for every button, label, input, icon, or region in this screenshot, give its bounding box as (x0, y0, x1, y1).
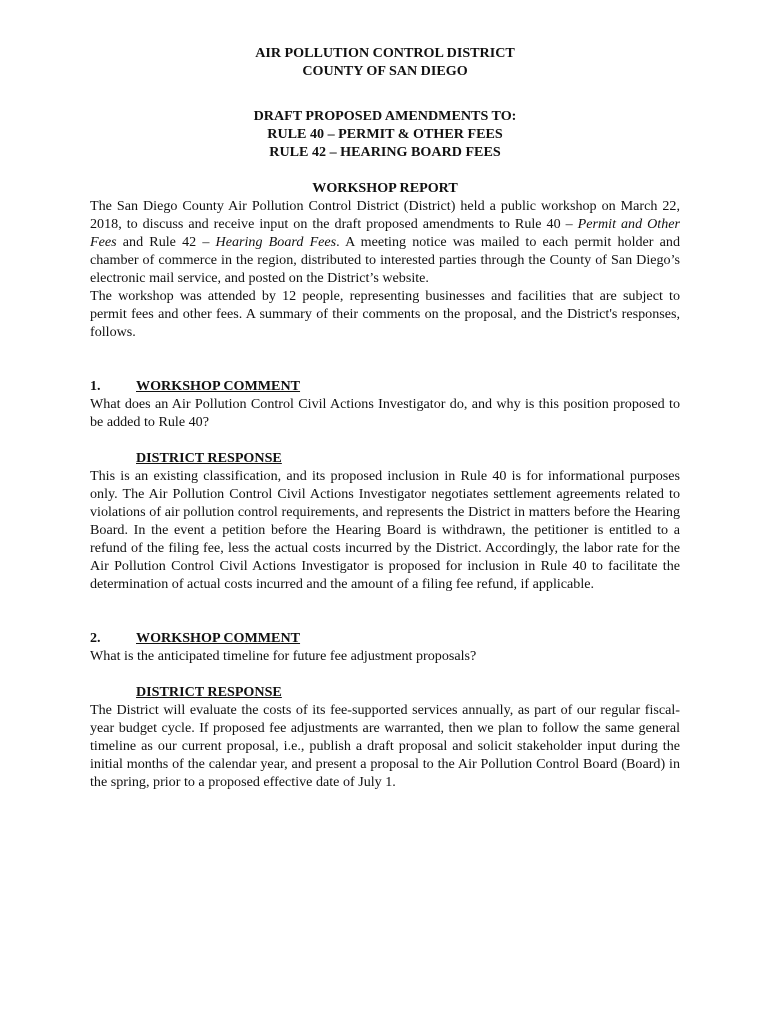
comment-section-1 (90, 377, 680, 593)
comment-label: WORKSHOP COMMENT (136, 630, 301, 646)
intro-paragraph-1 (90, 197, 680, 287)
comment-text: What does an Air Pollution Control Civil Actions Investigator do, and why is this position proposed to be added to Rule 40? (90, 396, 680, 430)
comment-heading (90, 377, 680, 395)
intro-rule-42-name: Hearing Board Fees (215, 234, 337, 250)
intro-text-c: . A meeting notice was mailed to each permit holder and chamber of commerce in the region, distributed to interested parties through the County of San Diego’s electronic mail service, and posted on the District’s website. (90, 234, 680, 286)
rule-42-title: RULE 42 – HEARING BOARD FEES (269, 144, 501, 160)
intro-paragraph-2: The workshop was attended by 12 people, representing businesses and facilities that are subject to permit fees and other fees. A summary of their comments on the proposal, and the District's responses, follows. (90, 288, 680, 340)
document-page (90, 44, 680, 791)
comment-number: 2. (90, 630, 101, 646)
document-header (90, 44, 680, 80)
response-label: DISTRICT RESPONSE (136, 450, 282, 466)
comment-text: What is the anticipated timeline for future fee adjustment proposals? (90, 648, 477, 664)
comment-label: WORKSHOP COMMENT (136, 378, 301, 394)
intro-text-a: The San Diego County Air Pollution Control District (District) held a public workshop on March 22, 2018, to discuss and receive input on the draft proposed amendments to Rule 40 – (90, 198, 680, 232)
county-name: COUNTY OF SAN DIEGO (302, 63, 468, 79)
amendments-title: DRAFT PROPOSED AMENDMENTS TO: (253, 108, 517, 124)
intro-text-b: and Rule 42 – (116, 234, 216, 250)
agency-name: AIR POLLUTION CONTROL DISTRICT (255, 45, 515, 61)
amendments-header (90, 107, 680, 161)
response-text: The District will evaluate the costs of its fee-supported services annually, as part of our regular fiscal-year budget cycle. If proposed fee adjustments are warranted, then we plan to follow the same general timeline as our current proposal, i.e., publish a draft proposal and solicit stakeholder input during the initial months of the calendar year, and present a proposal to the Air Pollution Control Board (Board) in the spring, prior to a proposed effective date of July 1. (90, 702, 680, 790)
response-label: DISTRICT RESPONSE (136, 684, 282, 700)
comment-heading (90, 629, 680, 647)
intro-rule-40-name: Permit and Other Fees (90, 216, 680, 250)
comment-section-2 (90, 629, 680, 791)
report-title: WORKSHOP REPORT (312, 180, 458, 196)
comment-number: 1. (90, 378, 101, 394)
response-text: This is an existing classification, and its proposed inclusion in Rule 40 is for informational purposes only. The Air Pollution Control Civil Actions Investigator negotiates settlement agreements related to violations of air pollution control requirements, and represents the District in matters before the Hearing Board. In the event a petition before the Hearing Board is withdrawn, the petitioner is entitled to a refund of the filing fee, less the actual costs incurred by the District. Accordingly, the labor rate for the Air Pollution Control Civil Actions Investigator is proposed for inclusion in Rule 40 to facilitate the determination of actual costs incurred and the amount of a filing fee refund, if applicable. (90, 468, 680, 592)
rule-40-title: RULE 40 – PERMIT & OTHER FEES (267, 126, 503, 142)
report-title-block (90, 179, 680, 197)
